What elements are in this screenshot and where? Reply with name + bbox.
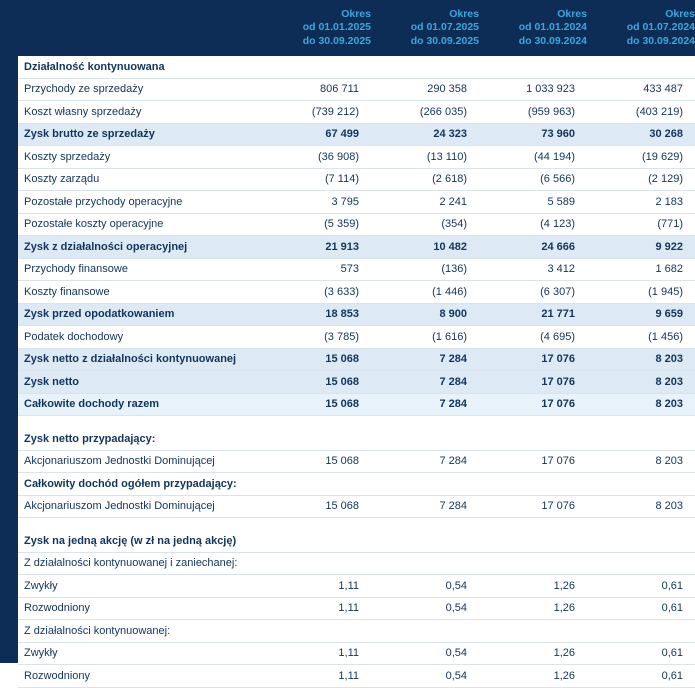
row-value [371, 416, 479, 429]
table-row [18, 123, 695, 146]
row-value: 8 203 [587, 450, 695, 473]
row-value: 0,61 [587, 597, 695, 620]
header-col-1-line3: do 30.09.2025 [302, 34, 371, 47]
row-value: 21 913 [263, 236, 371, 259]
row-value: 0,61 [587, 575, 695, 598]
row-value: (354) [371, 213, 479, 236]
row-value: 73 960 [479, 123, 587, 146]
row-value [479, 416, 587, 429]
row-value: (739 212) [263, 101, 371, 124]
table-row [18, 642, 695, 665]
row-label: Zysk netto [18, 371, 263, 394]
row-value: 18 853 [263, 303, 371, 326]
row-value: 7 284 [371, 393, 479, 416]
table-row [18, 281, 695, 304]
row-value: (3 633) [263, 281, 371, 304]
table-row [18, 495, 695, 518]
row-value: 7 284 [371, 348, 479, 371]
row-value [263, 473, 371, 496]
table-row [18, 428, 695, 450]
header-col-3-line3: do 30.09.2024 [518, 34, 587, 47]
row-value: 7 284 [371, 450, 479, 473]
header-col-4-line2: od 01.07.2024 [626, 21, 695, 34]
header-col-2 [371, 0, 479, 56]
row-value [587, 552, 695, 575]
row-value: 15 068 [263, 495, 371, 518]
row-value: 10 482 [371, 236, 479, 259]
row-value: 1 682 [587, 258, 695, 281]
table-row [18, 168, 695, 191]
row-value [371, 56, 479, 78]
row-value: 17 076 [479, 371, 587, 394]
row-value [371, 620, 479, 643]
row-value: 1,11 [263, 597, 371, 620]
row-value: 290 358 [371, 78, 479, 101]
row-value: (7 114) [263, 168, 371, 191]
row-value: (13 110) [371, 146, 479, 169]
row-value: 433 487 [587, 78, 695, 101]
row-value: 1,26 [479, 642, 587, 665]
row-value [371, 428, 479, 450]
row-value: 0,54 [371, 575, 479, 598]
table-row [18, 665, 695, 688]
row-value [587, 530, 695, 552]
header-col-3-line1: Okres [557, 7, 587, 20]
row-value: 0,61 [587, 642, 695, 665]
row-value [263, 518, 371, 531]
row-value: 0,54 [371, 642, 479, 665]
row-label [18, 416, 263, 429]
row-value: 1,26 [479, 575, 587, 598]
row-value [371, 530, 479, 552]
row-value: 3 412 [479, 258, 587, 281]
row-value: 3 795 [263, 191, 371, 214]
row-value: (6 566) [479, 168, 587, 191]
row-value [263, 428, 371, 450]
row-value: 7 284 [371, 371, 479, 394]
row-value: (2 618) [371, 168, 479, 191]
table-row [18, 552, 695, 575]
row-label: Rozwodniony [18, 597, 263, 620]
row-label: Przychody ze sprzedaży [18, 78, 263, 101]
row-value [263, 416, 371, 429]
table-row [18, 348, 695, 371]
row-label: Z działalności kontynuowanej i zaniechanej: [18, 552, 263, 575]
table-header [18, 0, 695, 56]
row-value: 0,61 [587, 665, 695, 688]
table-row [18, 575, 695, 598]
row-value: (36 908) [263, 146, 371, 169]
table-header-row [18, 0, 695, 56]
row-value: (771) [587, 213, 695, 236]
table-row [18, 530, 695, 552]
row-value: (44 194) [479, 146, 587, 169]
table-row [18, 78, 695, 101]
row-value: (959 963) [479, 101, 587, 124]
table-body [18, 56, 695, 687]
row-value: 1 033 923 [479, 78, 587, 101]
row-value [587, 416, 695, 429]
table-row [18, 393, 695, 416]
row-value: 1,26 [479, 665, 587, 688]
row-value [587, 620, 695, 643]
row-value: 5 589 [479, 191, 587, 214]
table-row [18, 236, 695, 259]
table-row [18, 101, 695, 124]
row-value: 67 499 [263, 123, 371, 146]
row-label: Koszt własny sprzedaży [18, 101, 263, 124]
row-value: 0,54 [371, 597, 479, 620]
row-value [479, 428, 587, 450]
row-value: (1 616) [371, 326, 479, 349]
row-value: 15 068 [263, 450, 371, 473]
row-label: Pozostałe przychody operacyjne [18, 191, 263, 214]
row-value: 2 241 [371, 191, 479, 214]
row-value [479, 530, 587, 552]
row-value: (1 446) [371, 281, 479, 304]
row-value: 8 203 [587, 371, 695, 394]
table-row [18, 146, 695, 169]
table-row [18, 303, 695, 326]
header-col-4-line1: Okres [665, 7, 695, 20]
row-value [479, 518, 587, 531]
header-col-4 [587, 0, 695, 56]
row-value: (6 307) [479, 281, 587, 304]
row-value: 1,26 [479, 597, 587, 620]
row-value: (4 123) [479, 213, 587, 236]
table-row [18, 371, 695, 394]
row-label: Koszty zarządu [18, 168, 263, 191]
row-label [18, 518, 263, 531]
row-label: Zysk netto przypadający: [18, 428, 263, 450]
row-value: 7 284 [371, 495, 479, 518]
row-value: 15 068 [263, 348, 371, 371]
row-value [263, 530, 371, 552]
row-value [587, 428, 695, 450]
row-value [479, 620, 587, 643]
row-label: Podatek dochodowy [18, 326, 263, 349]
row-label: Zysk na jedną akcję (w zł na jedną akcję) [18, 530, 263, 552]
table-spacer-row [18, 416, 695, 429]
table-row [18, 191, 695, 214]
row-label: Całkowity dochód ogółem przypadający: [18, 473, 263, 496]
header-col-2-line1: Okres [449, 7, 479, 20]
row-value [479, 473, 587, 496]
row-value [371, 552, 479, 575]
row-value: 17 076 [479, 450, 587, 473]
row-value: 24 666 [479, 236, 587, 259]
row-value [587, 473, 695, 496]
row-value: (1 945) [587, 281, 695, 304]
left-accent-bar [0, 0, 18, 663]
row-label: Z działalności kontynuowanej: [18, 620, 263, 643]
row-value: (4 695) [479, 326, 587, 349]
table-row [18, 620, 695, 643]
header-col-2-line3: do 30.09.2025 [410, 34, 479, 47]
header-col-3-line2: od 01.01.2024 [518, 21, 587, 34]
row-value: 8 203 [587, 495, 695, 518]
header-col-2-line2: od 01.07.2025 [410, 21, 479, 34]
row-value: 9 659 [587, 303, 695, 326]
table-row [18, 597, 695, 620]
row-value [263, 552, 371, 575]
row-value: 2 183 [587, 191, 695, 214]
row-value: 8 203 [587, 348, 695, 371]
row-value: 9 922 [587, 236, 695, 259]
table-row [18, 56, 695, 78]
row-value [587, 56, 695, 78]
row-value: 15 068 [263, 371, 371, 394]
row-label: Przychody finansowe [18, 258, 263, 281]
table-row [18, 258, 695, 281]
row-value [371, 518, 479, 531]
row-value [371, 473, 479, 496]
row-value: 1,11 [263, 665, 371, 688]
row-value: (19 629) [587, 146, 695, 169]
row-label: Rozwodniony [18, 665, 263, 688]
income-statement-table [18, 0, 695, 688]
row-value: (266 035) [371, 101, 479, 124]
header-col-3 [479, 0, 587, 56]
row-value: (5 359) [263, 213, 371, 236]
row-label: Akcjonariuszom Jednostki Dominującej [18, 450, 263, 473]
table-row [18, 473, 695, 496]
row-value [587, 518, 695, 531]
row-value: 17 076 [479, 393, 587, 416]
row-value: 1,11 [263, 642, 371, 665]
row-value: (403 219) [587, 101, 695, 124]
row-value [479, 56, 587, 78]
row-value [263, 56, 371, 78]
row-label: Działalność kontynuowana [18, 56, 263, 78]
row-label: Zwykły [18, 642, 263, 665]
row-label: Akcjonariuszom Jednostki Dominującej [18, 495, 263, 518]
row-value: 573 [263, 258, 371, 281]
row-label: Zysk brutto ze sprzedaży [18, 123, 263, 146]
header-label-cell [18, 0, 263, 56]
row-value: 8 203 [587, 393, 695, 416]
table-spacer-row [18, 518, 695, 531]
header-col-1 [263, 0, 371, 56]
row-value: 30 268 [587, 123, 695, 146]
row-value: (2 129) [587, 168, 695, 191]
row-value: 17 076 [479, 348, 587, 371]
row-value: (3 785) [263, 326, 371, 349]
row-value: 1,11 [263, 575, 371, 598]
row-label: Całkowite dochody razem [18, 393, 263, 416]
row-value [263, 620, 371, 643]
header-col-1-line2: od 01.01.2025 [302, 21, 371, 34]
row-label: Zysk przed opodatkowaniem [18, 303, 263, 326]
row-value: 24 323 [371, 123, 479, 146]
row-label: Zysk z działalności operacyjnej [18, 236, 263, 259]
row-value: 806 711 [263, 78, 371, 101]
row-value: 21 771 [479, 303, 587, 326]
table-row [18, 450, 695, 473]
row-value: (136) [371, 258, 479, 281]
row-value [479, 552, 587, 575]
row-label: Pozostałe koszty operacyjne [18, 213, 263, 236]
row-label: Koszty finansowe [18, 281, 263, 304]
row-value: 15 068 [263, 393, 371, 416]
row-label: Zysk netto z działalności kontynuowanej [18, 348, 263, 371]
header-col-1-line1: Okres [341, 7, 371, 20]
row-value: 17 076 [479, 495, 587, 518]
header-col-4-line3: do 30.09.2024 [626, 34, 695, 47]
row-value: (1 456) [587, 326, 695, 349]
row-value: 0,54 [371, 665, 479, 688]
row-label: Koszty sprzedaży [18, 146, 263, 169]
table-row [18, 213, 695, 236]
row-value: 8 900 [371, 303, 479, 326]
row-label: Zwykły [18, 575, 263, 598]
table-row [18, 326, 695, 349]
